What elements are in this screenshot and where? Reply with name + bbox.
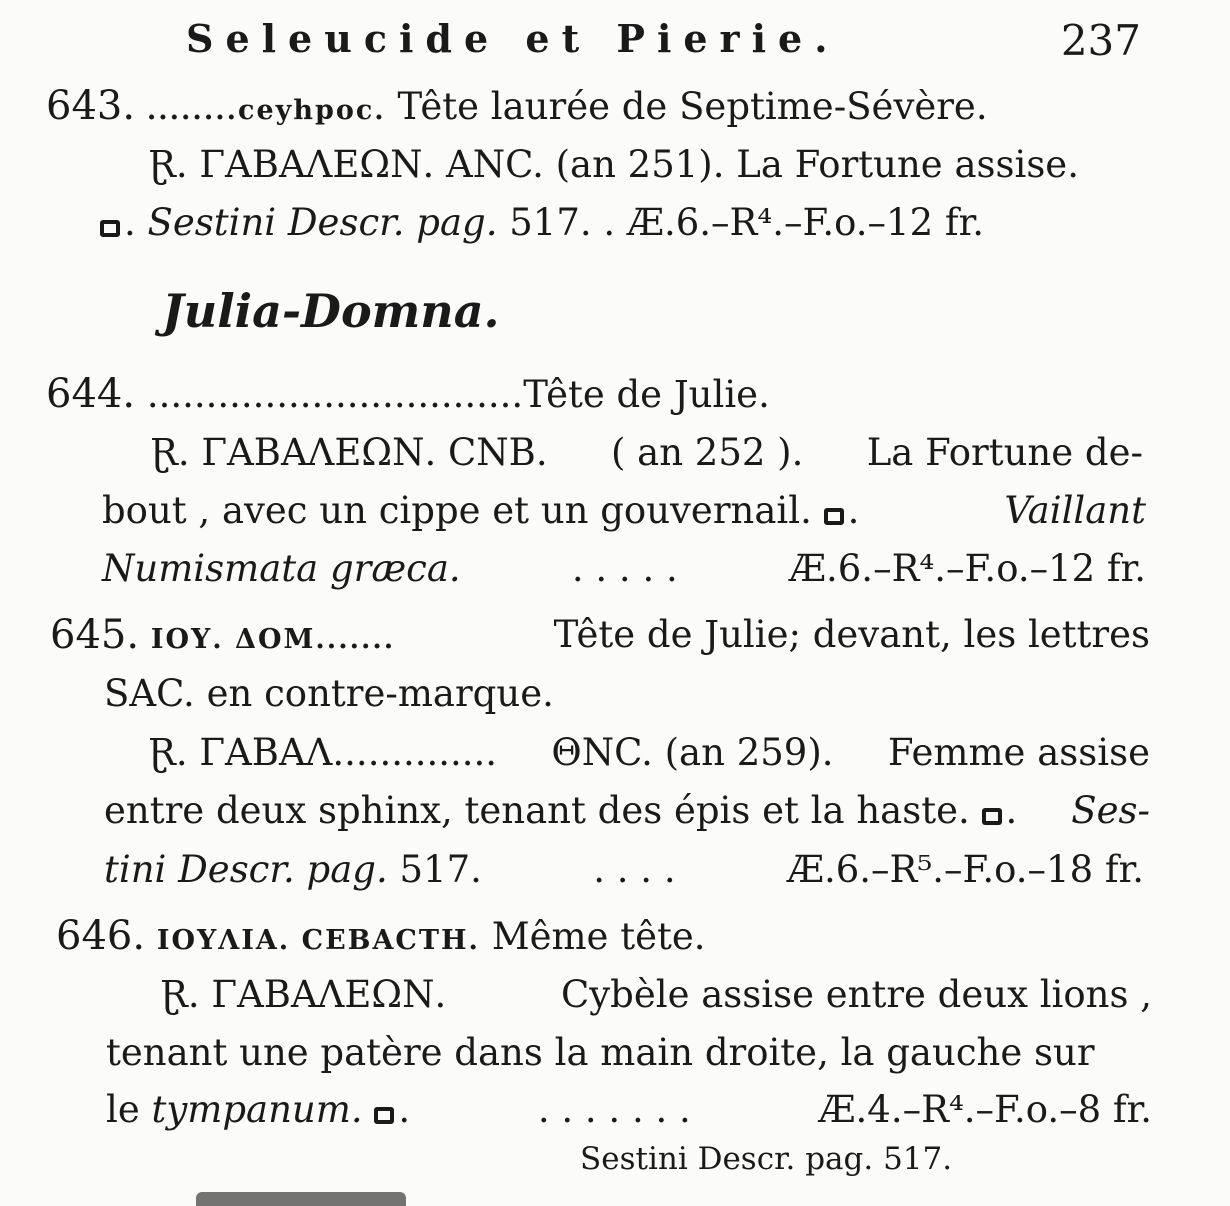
legend: ........ceyhpoc. <box>146 95 386 126</box>
entry-number: 646. <box>56 913 146 959</box>
footnote-reference: Sestini Descr. pag. 517. <box>580 1141 953 1177</box>
entry-number: 643. <box>46 83 136 129</box>
entry-646-line-4: le tympanum. . . . . . . . . Æ.4.–R⁴.–F.o.–8 fr. <box>106 1088 1152 1131</box>
legend: ΙΟΥ. ΔΟΜ....... <box>150 624 396 655</box>
reference: Vaillant <box>1004 489 1146 532</box>
reference-page: 517. <box>509 201 592 244</box>
year: ΘNC. (an 259). <box>551 731 834 774</box>
reverse-legend: Ɽ. ΓΑΒΑΛΕΩΝ. <box>160 973 447 1016</box>
rating: . Æ.6.–R⁴.–F.o.–12 fr. <box>603 201 984 244</box>
reverse-text: Cybèle assise entre deux lions , <box>560 973 1152 1016</box>
entry-643-reference: . Sestini Descr. pag. 517. . Æ.6.–R⁴.–F.o.–12 fr. <box>100 201 984 245</box>
reverse-text: La Fortune de- <box>866 431 1143 474</box>
year: ( an 252 ). <box>610 431 804 474</box>
entry-643-reverse: Ɽ. ΓΑΒΑΛΕΩΝ. ΑΝC. (an 251). La Fortune assise. <box>148 143 1079 186</box>
legend: ΙΟΥΛΙΑ. CEBACTH. <box>156 925 480 956</box>
rating: Æ.6.–R⁵.–F.o.–18 fr. <box>786 848 1144 891</box>
reference: Ses- <box>1071 789 1150 832</box>
running-header <box>186 16 1141 65</box>
entry-643-line-1 <box>46 84 988 133</box>
leader-dots: . . . . . <box>571 547 678 590</box>
cropped-text-fragment <box>196 1192 406 1206</box>
reference: tini Descr. pag. <box>104 848 388 891</box>
cabinet-mark-icon <box>982 808 1002 825</box>
entry-644-line-1 <box>46 372 770 417</box>
entry-number: 644. <box>46 371 136 417</box>
reverse-text: bout , avec un cippe et un gouvernail. <box>102 489 812 532</box>
description: Tête de Julie; devant, les lettres <box>553 613 1150 656</box>
entry-646-line-3: tenant une patère dans la main droite, la gauche sur <box>106 1031 1095 1074</box>
reference: Sestini Descr. pag. <box>147 201 498 244</box>
text: le <box>106 1088 140 1131</box>
entry-644-line-4 <box>102 547 1146 591</box>
rating: Æ.4.–R⁴.–F.o.–8 fr. <box>818 1088 1152 1131</box>
leader-dots: . . . . <box>593 848 676 891</box>
entry-645-line-1 <box>50 613 1150 662</box>
entry-646-line-1 <box>56 914 706 963</box>
leader-dots: . . . . . . . <box>537 1088 691 1131</box>
description: Tête laurée de Septime-Sévère. <box>397 85 988 128</box>
leader-dots: ................................ <box>146 373 524 416</box>
entry-645-line-5 <box>104 848 1144 892</box>
reverse-text: entre deux sphinx, tenant des épis et la haste. <box>104 789 970 832</box>
cabinet-mark-icon <box>100 220 120 237</box>
section-title: Julia-Domna. <box>162 284 500 338</box>
entry-645-line-4: entre deux sphinx, tenant des épis et la haste. . Ses- <box>104 789 1150 832</box>
cabinet-mark-icon <box>824 508 844 525</box>
entry-646-line-2 <box>160 973 1152 1017</box>
reference-page: 517. <box>399 848 482 891</box>
text-italic: tympanum. <box>151 1088 363 1131</box>
description: Tête de Julie. <box>523 373 770 416</box>
entry-644-line-2 <box>150 431 1143 475</box>
rating: Æ.6.–R⁴.–F.o.–12 fr. <box>788 547 1146 590</box>
entry-number: 645. <box>50 612 140 658</box>
page-number: 237 <box>1060 16 1141 65</box>
cabinet-mark-icon <box>374 1107 394 1124</box>
reverse-text: Femme assise <box>887 731 1150 774</box>
entry-645-line-2: SAC. en contre-marque. <box>104 672 554 715</box>
entry-644-line-3: bout , avec un cippe et un gouvernail. . Vaillant <box>102 489 1146 532</box>
entry-645-line-3 <box>148 731 1150 775</box>
reverse-legend: Ɽ. ΓΑΒΑΛ.............. <box>148 731 498 774</box>
header-title: Seleucide et Pierie. <box>186 16 840 61</box>
description: Même tête. <box>491 915 706 958</box>
reference: Numismata græca. <box>102 547 461 590</box>
reverse-legend: Ɽ. ΓΑΒΑΛΕΩΝ. CNB. <box>150 431 548 474</box>
